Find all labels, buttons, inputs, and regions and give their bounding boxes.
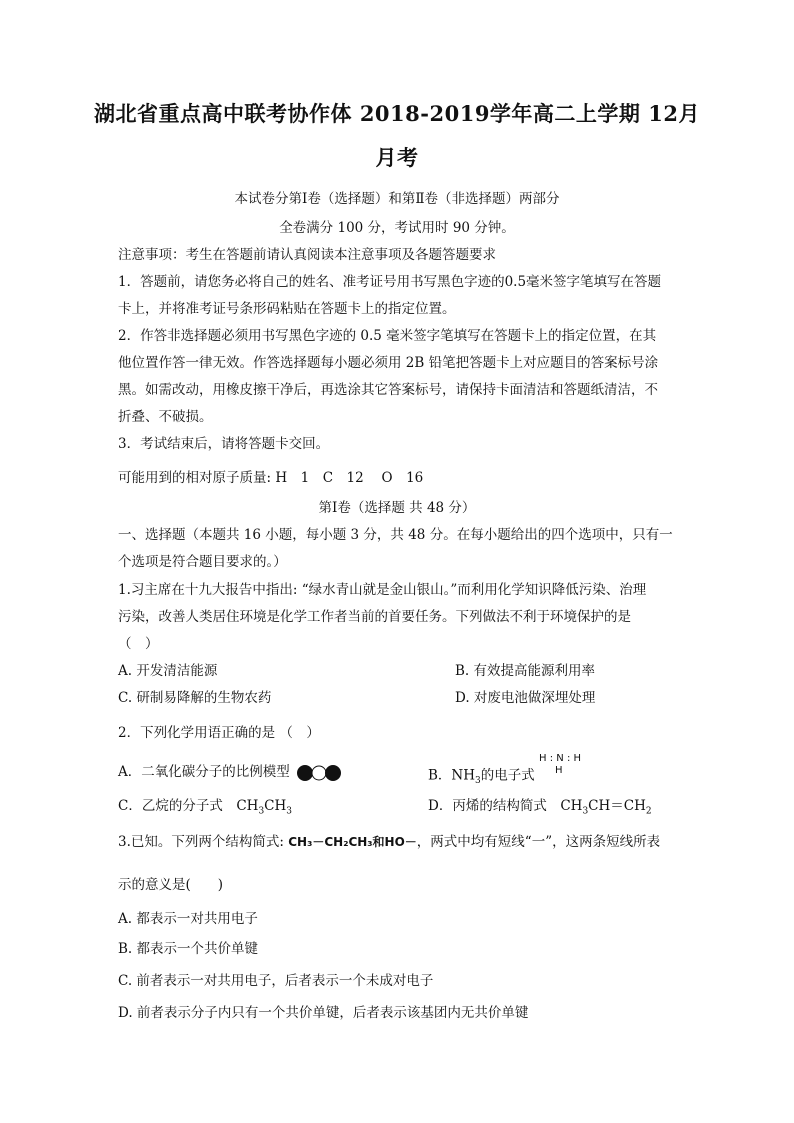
exam-title-line2: 月考 (375, 145, 419, 170)
q3-stem-a: 3.已知。下列两个结构简式: CH₃－CH₂CH₃和HO－，两式中均有短线“一”，这两条短线所表 (118, 834, 661, 850)
note-2-line-b: 他位置作答一律无效。作答选择题每小题必须用 2B 铅笔把答题卡上对应题目的答案标号涂 (118, 355, 659, 371)
q2-stem: 2．下列化学用语正确的是 （ ） (118, 725, 320, 741)
note-2-line-a: 2．作答非选择题必须用书写黑色字迹的 0.5 毫米签字笔填写在答题卡上的指定位置，在其 (118, 328, 657, 344)
q3-option-a: A. 都表示一对共用电子 (118, 911, 258, 927)
q2-option-d: D．丙烯的结构简式 $CH_3CH=CH_2$ (428, 798, 652, 817)
section1-instructions-b: 个选项是符合题目要求的。） (118, 554, 287, 570)
q2-option-a (118, 760, 342, 782)
q1-option-a: A. 开发清洁能源 (118, 663, 218, 679)
co2-space-filling-model-icon (296, 764, 342, 782)
intro-line1: 本试卷分第Ⅰ卷（选择题）和第Ⅱ卷（非选择题）两部分 (234, 191, 560, 207)
nh3-electron-dot-formula: H : N : H H (539, 753, 582, 776)
intro-line2: 全卷满分 100 分，考试用时 90 分钟。 (279, 220, 515, 236)
exam-title-line1: 湖北省重点高中联考协作体 2018-2019学年高二上学期 12月 (94, 101, 700, 126)
note-2-line-c: 黑。如需改动，用橡皮擦干净后，再选涂其它答案标号，请保持卡面清洁和答题纸清洁，不 (118, 382, 658, 398)
q1-option-d: D. 对废电池做深埋处理 (455, 690, 596, 706)
q1-answer-paren: （ ） (118, 636, 159, 652)
q2-option-c: C．乙烷的分子式 $CH_3CH_3$ (118, 798, 293, 817)
note-2-line-d: 折叠、不破损。 (118, 409, 213, 425)
q3-option-b: B. 都表示一个共价单键 (118, 941, 259, 957)
q1-option-c: C. 研制易降解的生物农药 (118, 690, 272, 706)
atomic-mass-line: 可能用到的相对原子质量: H 1 C 12 O 16 (118, 470, 424, 486)
note-1-line-a: 1．答题前，请您务必将自己的姓名、准考证号用书写黑色字迹的0.5毫米签字笔填写在答题 (118, 274, 662, 290)
section1-heading: 第Ⅰ卷（选择题 共 48 分） (318, 500, 476, 516)
notes-header: 注意事项：考生在答题前请认真阅读本注意事项及各题答题要求 (118, 247, 496, 263)
q1-option-b: B. 有效提高能源利用率 (455, 663, 596, 679)
q3-stem-b: 示的意义是( ) (118, 877, 224, 893)
note-1-line-b: 卡上，并将准考证号条形码粘贴在答题卡上的指定位置。 (118, 301, 456, 317)
q3-option-c: C. 前者表示一对共用电子，后者表示一个未成对电子 (118, 973, 434, 989)
q3-option-d: D. 前者表示分子内只有一个共价单键，后者表示该基团内无共价单键 (118, 1005, 529, 1021)
q2-option-b: B．$NH_3$的电子式 H : N : H H (428, 762, 583, 790)
note-3: 3．考试结束后，请将答题卡交回。 (118, 436, 330, 452)
section1-instructions-a: 一、选择题（本题共 16 小题，每小题 3 分，共 48 分。在每小题给出的四个选项中，只有一 (118, 527, 673, 543)
q1-stem-a: 1.习主席在十九大报告中指出: “绿水青山就是金山银山。”而利用化学知识降低污染、治理 (118, 582, 647, 598)
q3-structural-formula: CH₃－CH₂CH₃和HO－ (288, 835, 417, 849)
q1-stem-b: 污染，改善人类居住环境是化学工作者当前的首要任务。下列做法不利于环境保护的是 (118, 609, 631, 625)
q2-option-a-text: A．二氧化碳分子的比例模型 (118, 764, 290, 780)
